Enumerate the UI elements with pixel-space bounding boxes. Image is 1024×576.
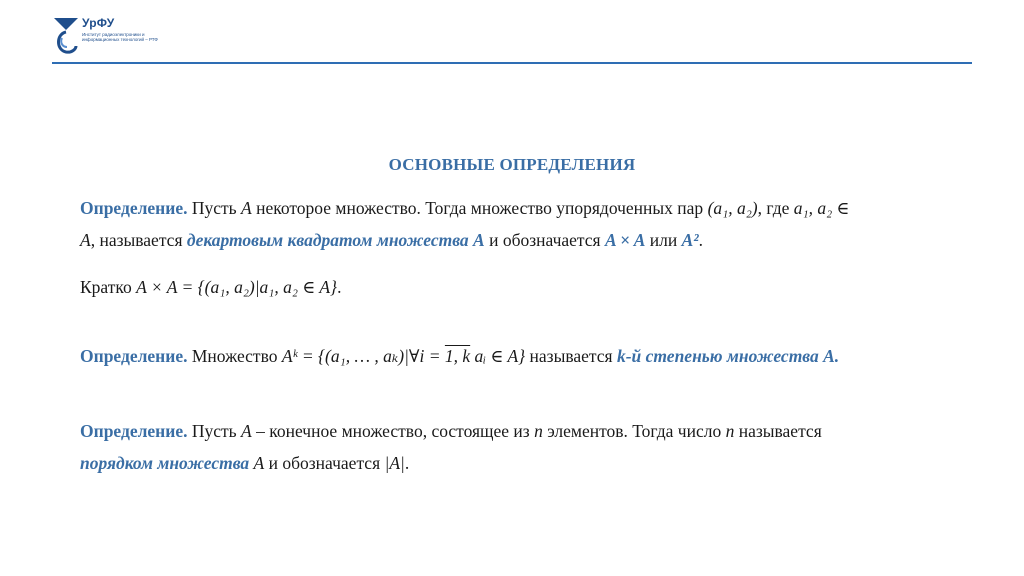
product-notation: A × A xyxy=(604,230,646,250)
definition-label: Определение. xyxy=(80,421,188,441)
power-formula-a: Aᵏ = {(a₁, … , aₖ)|∀i = xyxy=(281,346,445,366)
logo-subtitle: Институт радиоэлектроники и информационных технологий – РТФ xyxy=(82,32,158,42)
square-notation: A² xyxy=(681,230,699,250)
term-set-order: порядком множества xyxy=(80,453,250,473)
term-cartesian-square: декартовым квадратом множества A xyxy=(186,230,485,250)
index-range: 1, k xyxy=(444,346,471,366)
power-formula-b: aᵢ ∈ A} xyxy=(470,346,526,366)
pair-formula: (a₁, a₂) xyxy=(707,198,758,218)
definition-label: Определение. xyxy=(80,346,188,366)
logo-name: УрФУ xyxy=(82,16,115,30)
definition-label: Определение. xyxy=(80,198,188,218)
urfu-emblem-icon xyxy=(52,16,80,56)
definition-order: Определение. Пусть A – конечное множество, состоящее из n элементов. Тогда число n называется порядком множества A и обозначается |A|. xyxy=(80,421,822,473)
page-title: ОСНОВНЫЕ ОПРЕДЕЛЕНИЯ xyxy=(388,155,636,174)
definition-power: Определение. Множество Aᵏ = {(a₁, … , aₖ)|∀i = 1, k aᵢ ∈ A} называется k-й степенью множества A. xyxy=(80,346,840,366)
urfu-logo xyxy=(52,16,162,64)
brief-formula-line: Кратко A × A = {(a₁, a₂)|a₁, a₂ ∈ A}. xyxy=(80,277,342,297)
cardinality-notation: |A| xyxy=(384,453,405,473)
term-kth-power: k-й степенью множества A xyxy=(616,346,835,366)
header-divider xyxy=(52,62,972,64)
definition-cartesian-square: Определение. Пусть A некоторое множество. Тогда множество упорядоченных пар (a₁, a₂), где a₁, a₂ ∈ A, называется декартовым квадратом множества A и обозначается A × A или A². xyxy=(80,198,850,250)
cartesian-formula: A × A = {(a₁, a₂)|a₁, a₂ ∈ A} xyxy=(136,277,338,297)
